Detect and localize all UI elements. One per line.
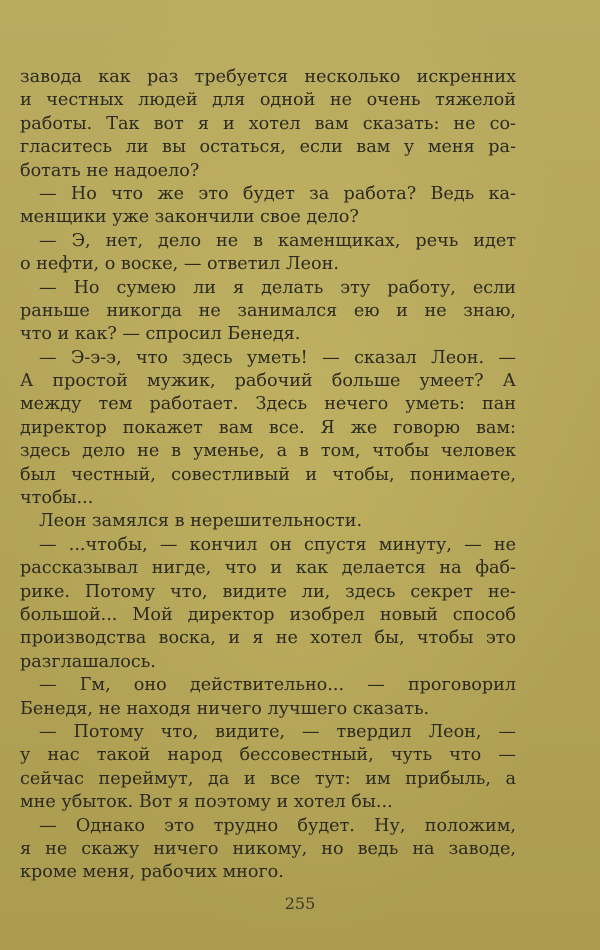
text-line: Бенедя, не находя ничего лучшего сказать. — [20, 698, 430, 719]
text-line: — Гм, оно действительно... — проговорил — [39, 675, 516, 696]
text-line: раньше никогда не занимался ею и не знаю, — [20, 300, 516, 321]
text-line: А простой мужик, рабочий больше умеет? А — [20, 371, 516, 392]
page-number: 255 — [284, 894, 316, 913]
text-line: о нефти, о воске, — ответил Леон. — [20, 254, 339, 275]
text-line: я не скажу ничего никому, но ведь на заводе, — [20, 838, 516, 859]
text-line: сейчас переймут, да и все тут: им прибыль, а — [20, 768, 516, 789]
text-line: большой... Мой директор изобрел новый способ — [20, 604, 516, 625]
text-line: менщики уже закончили свое дело? — [20, 207, 359, 228]
text-line: — Потому что, видите, — твердил Леон, — — [39, 721, 516, 742]
text-line: производства воска, и я не хотел бы, чтобы это — [20, 628, 516, 649]
text-line: что и как? — спросил Бенедя. — [20, 324, 301, 345]
text-line: директор покажет вам все. Я же говорю вам: — [20, 417, 516, 438]
text-line: у нас такой народ бессовестный, чуть что — — [20, 745, 516, 766]
text-line: — Но что же это будет за работа? Ведь ка- — [39, 183, 516, 204]
text-line: — Однако это трудно будет. Ну, положим, — [39, 815, 516, 836]
text-line: завода как раз требуется несколько искренних — [20, 67, 516, 87]
text-line: чтобы... — [20, 488, 94, 509]
text-line: — Э, нет, дело не в каменщиках, речь идет — [39, 230, 516, 251]
text-line: между тем работает. Здесь нечего уметь: пан — [20, 394, 516, 415]
text-line: Леон замялся в нерешительности. — [39, 511, 363, 532]
page-body-text — [20, 66, 516, 885]
text-line: — Но сумею ли я делать эту работу, если — [39, 277, 516, 298]
text-line: рассказывал нигде, что и как делается на фаб- — [20, 558, 516, 579]
text-line: мне убыток. Вот я поэтому и хотел бы... — [20, 792, 393, 813]
text-line: — Э-э-э, что здесь уметь! — сказал Леон. — — [39, 347, 516, 368]
text-line: здесь дело не в уменье, а в том, чтобы человек — [20, 441, 516, 462]
text-line: кроме меня, рабочих много. — [20, 862, 284, 883]
text-line: разглашалось. — [20, 651, 156, 672]
text-line: — ...чтобы, — кончил он спустя минуту, — не — [39, 534, 516, 555]
text-line: и честных людей для одной не очень тяжелой — [20, 90, 516, 111]
text-line: работы. Так вот я и хотел вам сказать: не со- — [20, 113, 516, 134]
text-line: гласитесь ли вы остаться, если вам у меня ра- — [20, 137, 516, 158]
text-line: ботать не надоело? — [20, 160, 200, 181]
text-line: был честный, совестливый и чтобы, понимаете, — [20, 464, 516, 485]
text-line: рике. Потому что, видите ли, здесь секрет не- — [20, 581, 516, 602]
